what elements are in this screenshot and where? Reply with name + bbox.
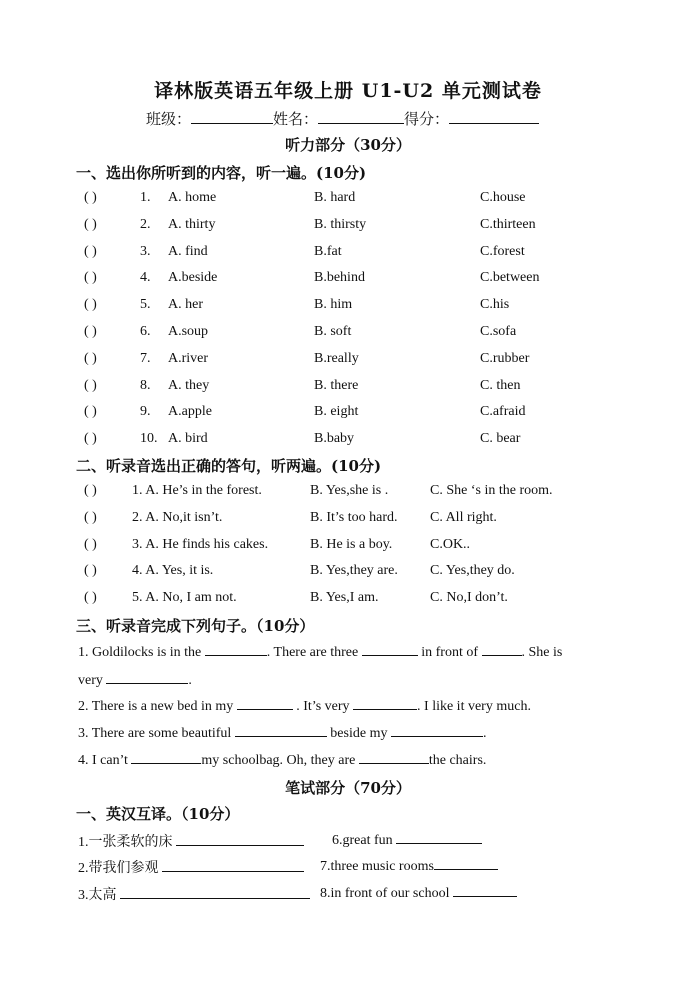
option-c: C.his: [480, 297, 510, 313]
question-row: [0, 563, 696, 585]
option-c: C.OK..: [430, 536, 471, 552]
question-number: 2.: [140, 216, 151, 232]
answer-bracket[interactable]: ( ): [84, 536, 97, 552]
answer-bracket[interactable]: ( ): [84, 350, 97, 366]
option-a: A.apple: [168, 404, 212, 420]
class-blank[interactable]: [191, 109, 273, 124]
answer-blank[interactable]: [362, 643, 418, 656]
question-row: [0, 244, 696, 266]
question-row: [0, 270, 696, 292]
option-b: B. soft: [314, 324, 352, 339]
option-a: A. bird: [168, 431, 208, 447]
part3-sentence-4: 4. I can’t my schoolbag. Oh, they are the chairs.: [78, 753, 487, 768]
option-a: 1. A. He’s in the forest.: [132, 483, 262, 498]
option-a: 4. A. Yes, it is.: [132, 563, 214, 579]
answer-blank[interactable]: [120, 886, 310, 899]
part3-title: 三、听录音完成下列句子。（10分）: [76, 617, 315, 635]
option-a: A.river: [168, 350, 209, 366]
option-c: C.sofa: [480, 324, 517, 339]
part3-sentence-1: 1. Goldilocks is in the . There are three in front of . She is: [78, 645, 563, 660]
part3-sentence-3: 3. There are some beautiful beside my .: [78, 726, 487, 741]
student-info-line: [146, 108, 539, 129]
name-blank[interactable]: [318, 109, 404, 124]
answer-bracket[interactable]: ( ): [84, 243, 97, 259]
option-b: B. He is a boy.: [310, 536, 393, 552]
option-a: A. home: [168, 190, 217, 205]
question-row: [0, 324, 696, 346]
answer-bracket[interactable]: ( ): [84, 377, 97, 393]
answer-bracket[interactable]: ( ): [84, 297, 97, 313]
answer-bracket[interactable]: ( ): [84, 324, 97, 339]
option-a: A. her: [168, 297, 203, 313]
answer-blank[interactable]: [205, 643, 267, 656]
question-number: 9.: [140, 404, 151, 420]
option-c: C. She ‘s in the room.: [430, 483, 553, 498]
translation-item: 8.in front of our school: [320, 884, 517, 902]
option-c: C.afraid: [480, 404, 526, 420]
question-row: [0, 537, 696, 559]
part3-sentence-2: 2. There is a new bed in my . It’s very . I like it very much.: [78, 699, 531, 714]
answer-blank[interactable]: [453, 884, 517, 897]
answer-blank[interactable]: [359, 751, 429, 764]
question-row: [0, 590, 696, 612]
option-b: B. thirsty: [314, 216, 367, 232]
option-c: C.rubber: [480, 350, 530, 366]
answer-blank[interactable]: [353, 697, 417, 710]
option-a: 3. A. He finds his cakes.: [132, 536, 269, 552]
answer-bracket[interactable]: ( ): [84, 563, 97, 579]
option-c: C.between: [480, 270, 540, 286]
name-label: 姓名：: [273, 110, 319, 128]
question-number: 4.: [140, 270, 151, 286]
option-b: B. hard: [314, 190, 356, 205]
option-a: 2. A. No,it isn’t.: [132, 509, 223, 525]
option-b: B. there: [314, 377, 359, 393]
question-number: 1.: [140, 190, 151, 205]
question-number: 5.: [140, 297, 151, 313]
answer-blank[interactable]: [131, 751, 201, 764]
answer-blank[interactable]: [162, 859, 304, 872]
question-row: [0, 404, 696, 426]
answer-blank[interactable]: [391, 724, 483, 737]
option-a: A. thirty: [168, 216, 216, 232]
option-c: C. then: [480, 377, 521, 393]
answer-blank[interactable]: [396, 831, 482, 844]
part2-title: 二、听录音选出正确的答句，听两遍。(10分): [76, 457, 382, 475]
option-c: C.forest: [480, 243, 525, 259]
option-c: C. bear: [480, 431, 521, 447]
page-title: 译林版英语五年级上册 U1-U2 单元测试卷: [154, 80, 542, 102]
option-b: B. Yes,I am.: [310, 590, 379, 606]
class-label: 班级：: [146, 110, 192, 128]
part3-sentence-1-cont: very .: [78, 673, 192, 688]
option-b: B. Yes,they are.: [310, 563, 398, 579]
answer-blank[interactable]: [176, 833, 304, 846]
option-b: B.really: [314, 350, 359, 366]
option-b: B. him: [314, 297, 353, 313]
writing-section-heading: 笔试部分（70分）: [285, 779, 411, 797]
option-b: B. eight: [314, 404, 359, 420]
option-b: B. It’s too hard.: [310, 509, 398, 525]
option-b: B.fat: [314, 243, 342, 259]
option-b: B.baby: [314, 431, 355, 447]
option-c: C.house: [480, 190, 526, 205]
option-a: A.beside: [168, 270, 218, 286]
answer-bracket[interactable]: ( ): [84, 270, 97, 286]
score-blank[interactable]: [449, 109, 539, 124]
question-number: 7.: [140, 350, 151, 366]
option-b: B.behind: [314, 270, 365, 286]
question-row: [0, 510, 696, 532]
question-row: [0, 217, 696, 239]
score-label: 得分：: [404, 110, 450, 128]
question-row: [0, 351, 696, 373]
question-number: 10.: [140, 431, 158, 447]
option-c: C. No,I don’t.: [430, 590, 508, 606]
answer-bracket[interactable]: ( ): [84, 431, 97, 447]
question-row: [0, 378, 696, 400]
question-number: 6.: [140, 324, 151, 339]
question-row: [0, 297, 696, 319]
answer-blank[interactable]: [237, 697, 293, 710]
answer-bracket[interactable]: ( ): [84, 509, 97, 525]
question-number: 3.: [140, 243, 151, 259]
translation-item: 7.three music rooms: [320, 857, 498, 875]
translation-item: 3.太高: [78, 884, 310, 904]
answer-blank[interactable]: [482, 643, 522, 656]
answer-blank[interactable]: [106, 671, 188, 684]
option-a: A. find: [168, 243, 208, 259]
part4-title: 一、英汉互译。（10分）: [76, 805, 240, 823]
answer-bracket[interactable]: ( ): [84, 483, 97, 498]
question-number: 8.: [140, 377, 151, 393]
option-c: C. All right.: [430, 509, 497, 525]
option-a: A.soup: [168, 324, 209, 339]
answer-bracket[interactable]: ( ): [84, 590, 97, 606]
answer-bracket[interactable]: ( ): [84, 190, 97, 205]
question-row: [0, 431, 696, 453]
answer-bracket[interactable]: ( ): [84, 216, 97, 232]
option-a: A. they: [168, 377, 210, 393]
option-b: B. Yes,she is .: [310, 483, 389, 498]
question-row: [0, 483, 696, 505]
answer-bracket[interactable]: ( ): [84, 404, 97, 420]
part1-title: 一、选出你所听到的内容，听一遍。(10分): [76, 164, 367, 182]
answer-blank[interactable]: [434, 857, 498, 870]
option-a: 5. A. No, I am not.: [132, 590, 237, 606]
translation-item: 1.一张柔软的床: [78, 831, 304, 851]
answer-blank[interactable]: [235, 724, 327, 737]
listening-section-heading: 听力部分（30分）: [285, 136, 411, 154]
option-c: C.thirteen: [480, 216, 536, 232]
translation-item: 2.带我们参观: [78, 857, 304, 877]
question-row: [0, 190, 696, 212]
option-c: C. Yes,they do.: [430, 563, 515, 579]
translation-item: 6.great fun: [332, 831, 482, 849]
